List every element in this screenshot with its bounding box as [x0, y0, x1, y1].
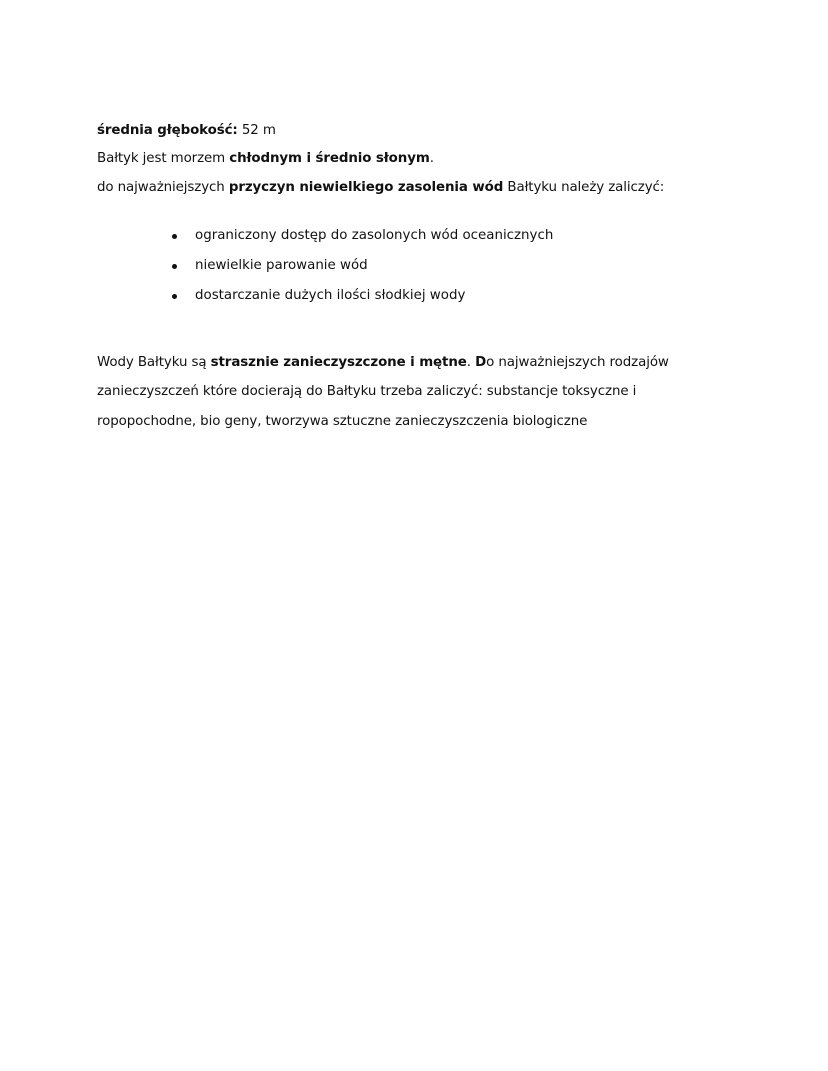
- list-item-text: niewielkie parowanie wód: [195, 258, 368, 273]
- list-item-text: ograniczony dostęp do zasolonych wód oceanicznych: [195, 228, 554, 243]
- salinity-causes-intro: [97, 180, 664, 195]
- pollution-suffix: o najważniejszych rodzajów: [486, 355, 669, 370]
- list-item: [170, 226, 553, 256]
- average-depth-label: średnia głębokość:: [97, 123, 238, 138]
- bullet-icon: [172, 264, 177, 269]
- salinity-intro-suffix: Bałtyku należy zaliczyć:: [503, 180, 665, 195]
- sea-description-suffix: .: [429, 151, 434, 166]
- pollution-bold-letter: D: [475, 355, 487, 370]
- list-item: [170, 256, 553, 286]
- average-depth-value: 52 m: [237, 123, 276, 138]
- bullet-icon: [172, 294, 177, 299]
- sea-description-line: [97, 151, 434, 166]
- pollution-bold: strasznie zanieczyszczone i mętne: [210, 355, 467, 370]
- bullet-icon: [172, 234, 177, 239]
- salinity-intro-bold: przyczyn niewielkiego zasolenia wód: [228, 180, 504, 195]
- average-depth-line: [97, 123, 276, 138]
- pollution-paragraph-line-2: zanieczyszczeń które docierają do Bałtyku trzeba zaliczyć: substancje toksyczne i: [97, 384, 637, 399]
- sea-description-bold: chłodnym i średnio słonym: [229, 151, 430, 166]
- pollution-paragraph-line-1: [97, 355, 669, 370]
- sea-description-prefix: Bałtyk jest morzem: [97, 151, 230, 166]
- salinity-causes-list: [170, 226, 553, 316]
- pollution-paragraph-line-3: ropopochodne, bio geny, tworzywa sztuczne zanieczyszczenia biologiczne: [97, 414, 588, 429]
- list-item-text: dostarczanie dużych ilości słodkiej wody: [195, 288, 466, 303]
- pollution-period: .: [466, 355, 476, 370]
- list-item: [170, 286, 553, 316]
- salinity-intro-prefix: do najważniejszych: [97, 180, 229, 195]
- pollution-prefix: Wody Bałtyku są: [97, 355, 211, 370]
